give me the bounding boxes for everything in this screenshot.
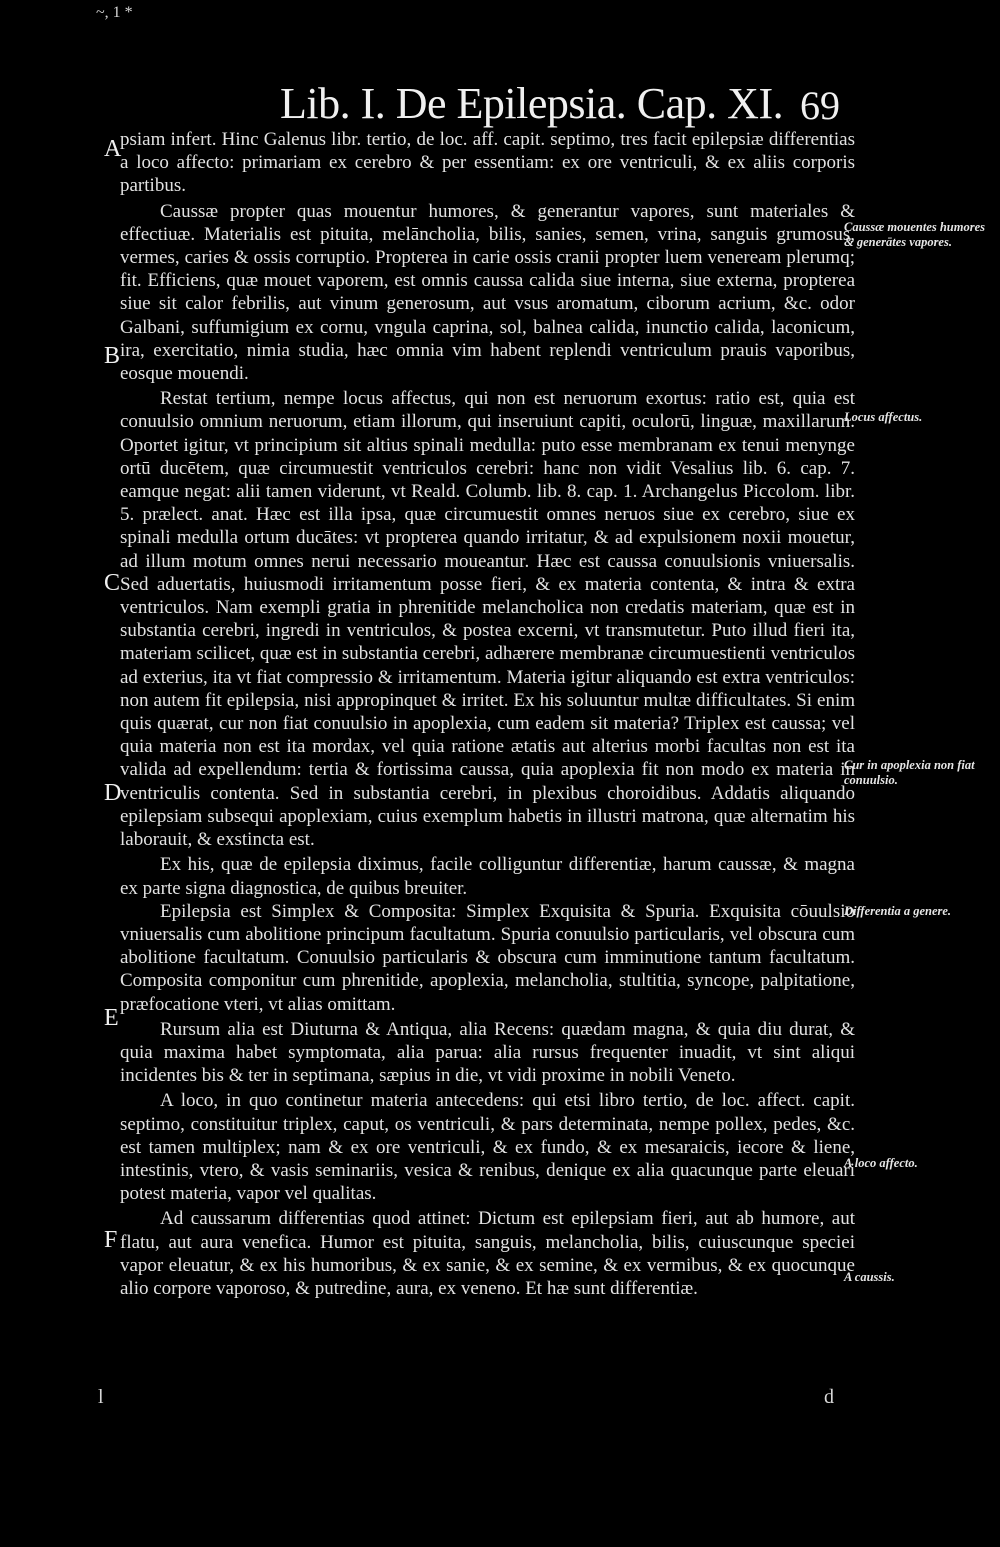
page-number: 69: [800, 83, 840, 128]
section-letter-b: B: [104, 343, 121, 369]
section-letter-e: E: [104, 1005, 119, 1031]
margin-note-apoplexia: Cur in apoplexia non fiat conuulsio.: [844, 758, 975, 787]
main-text-column: [120, 128, 855, 1300]
paragraph-2: Caussæ propter quas mouentur humores, & generantur vapores, sunt materiales & effectiuæ. Materialis est pituita, melāncholia, bilis, sanies, semen, vrina, sanguis grumosus, vermes, caries & ossis corruptio. Propterea in carie ossis cranii propter luem veneream plerumq; fit. Efficiens, quæ mouet vaporem, est omnis caussa calida siue interna, siue externa, propterea siue sit calor febrilis, aut vinum generosum, aut vsus aromatum, ciborum acrium, &c. odor Galbani, suffumigium ex cornu, vngula caprina, sol, balnea calida, inunctio calida, laconicum, ira, exercitatio, nimia studia, hæc omnia vim habent replendi ventriculum prauis vaporibus, eosque mouendi.: [120, 200, 855, 385]
section-letter-f: F: [104, 1227, 118, 1253]
margin-note-differentia: Differentia a genere.: [844, 904, 952, 918]
paragraph-3: Restat tertium, nempe locus affectus, qui non est neruorum exortus: ratio est, quia est conuulsio omnium neruorum, etiam illorum, qui inseruiunt capiti, oculorū, linguæ, maxillarum. Oportet igitur, vt principium sit altius spinali medulla: puto esse membranam ex tenui menynge ortū ducētem, quæ circumuestit ventriculos cerebri: hanc non vidit Vesalius lib. 6. cap. 7. eamque negat: alii tamen viderunt, vt Reald. Columb. lib. 8. cap. 1. Archangelus Piccolom. libr. 5. prælect. anat. Hæc est illa ipsa, quæ circumuestit omnes neruos siue ex cerebro, siue ex spinali medulla ortum ducātes: vt propterea quando irritatur, & ad expulsionem noxii mouetur, ad illum motum omnes nerui necessario moueantur. Hæc est caussa conuulsionis vniuersalis. Sed aduertatis, huiusmodi irritamentum posse fieri, & ex materia contenta, & intra & extra ventriculos. Nam exempli gratia in phrenitide melancholica non credatis materiam, quæ est in substantia cerebri, ingredi in ventriculos, & postea excerni, vt transmutetur. Puto illud fieri ita, materiam scilicet, quæ est in substantia cerebri, adhærere membranæ circumuestienti ventriculos ad exterius, ita vt fiat compressio & irritamentum. Materia igitur aliquando est extra ventriculos: non autem fit epilepsia, nisi appropinquet & irritet. Ex his soluuntur multæ difficultates. Si enim quis quærat, cur non fiat conuulsio in apoplexia, cum eadem sit materia? Triplex est caussa; vel quia materia non est ita mordax, vel quia ratione ætatis aut alterius morbi facultas non est ita valida ad expellendum: tertia & fortissima caussa, quia apoplexia fit non modo ex materia in ventriculis contenta. Sed in substantia cerebri, in plexibus choroidibus. Addatis aliquando epilepsiam subsequi apoplexiam, cuius exemplum habetis in illustri matrona, quæ alternatim his laborauit, & exstincta est.: [120, 388, 855, 851]
paragraph-8: Ad caussarum differentias quod attinet: Dictum est epilepsiam fieri, aut ab humore, aut flatu, aut aura venefica. Humor est pituita, sanguis, melancholia, bilis, cuiuscunque speciei vapor eleuatur, & ex his humoribus, & ex sanie, & ex semine, & ex vermibus, & ex quocunque alio corpore vaporoso, & putredine, aura, ex veneno. Et hæ sunt differentiæ.: [120, 1208, 855, 1299]
section-letter-c: C: [104, 570, 121, 596]
paragraph-4: Ex his, quæ de epilepsia diximus, facile colliguntur differentiæ, harum caussæ, & magna ex parte signa diagnostica, de quibus breuiter.: [120, 854, 855, 899]
stray-mark-top: ~, 1 *: [96, 4, 133, 21]
paragraph-6: Rursum alia est Diuturna & Antiqua, alia Recens: quædam magna, & quia diu durat, & quia maxima habet symptomata, alia parua: alia rursus frequenter inuadit, vt sint aliqui incidentes bis & ter in septimana, sæpius in die, vt vidi proxime in nobili Veneto.: [120, 1018, 855, 1087]
paragraph-7: A loco, in quo continetur materia antecedens: qui etsi libro tertio, de loc. affect. capit. septimo, constituitur triplex, caput, os ventriculi, & pars determinata, nempe pollex, pedes, &c. est tamen multiplex; nam & ex ore ventriculi, & ex fundo, & ex mesaraicis, iecore & liene, intestinis, vtero, & vasis seminariis, vesica & renibus, denique ex alia quacunque parte eleuari potest materia, vapor vel qualitas.: [120, 1090, 855, 1205]
stray-mark-bottom-left: l: [98, 1386, 104, 1408]
margin-note-loco: A loco affecto.: [844, 1156, 918, 1170]
stray-mark-bottom-right: d: [824, 1386, 834, 1408]
paragraph-5: Epilepsia est Simplex & Composita: Simplex Exquisita & Spuria. Exquisita cōuulsio vniuersalis cum abolitione principum facultatum. Spuria conuulsio particularis, vel obscura cum abolitione facultatum. Conuulsio particularis & obscura cum imminutione tantum facultatum. Composita componitur cum phrenitide, apoplexia, melancholia, stultitia, syncope, palpitatione, præfocatione vteri, vt alias omittam.: [120, 900, 855, 1015]
margin-note-caussae: Caussæ mouentes humores & generātes vapores.: [844, 220, 986, 249]
margin-note-caussis: A caussis.: [844, 1270, 895, 1284]
section-letter-d: D: [104, 780, 122, 806]
paragraph-1: psiam infert. Hinc Galenus libr. tertio, de loc. aff. capit. septimo, tres facit epilepsiæ differentias a loco affecto: primariam ex cerebro & per essentiam: ex ore ventriculi, & ex aliis corporis partibus.: [120, 129, 855, 197]
section-letter-a: A: [104, 136, 122, 162]
margin-note-locus: Locus affectus.: [844, 410, 923, 424]
page-title: Lib. I. De Epilepsia. Cap. XI.: [280, 79, 784, 128]
